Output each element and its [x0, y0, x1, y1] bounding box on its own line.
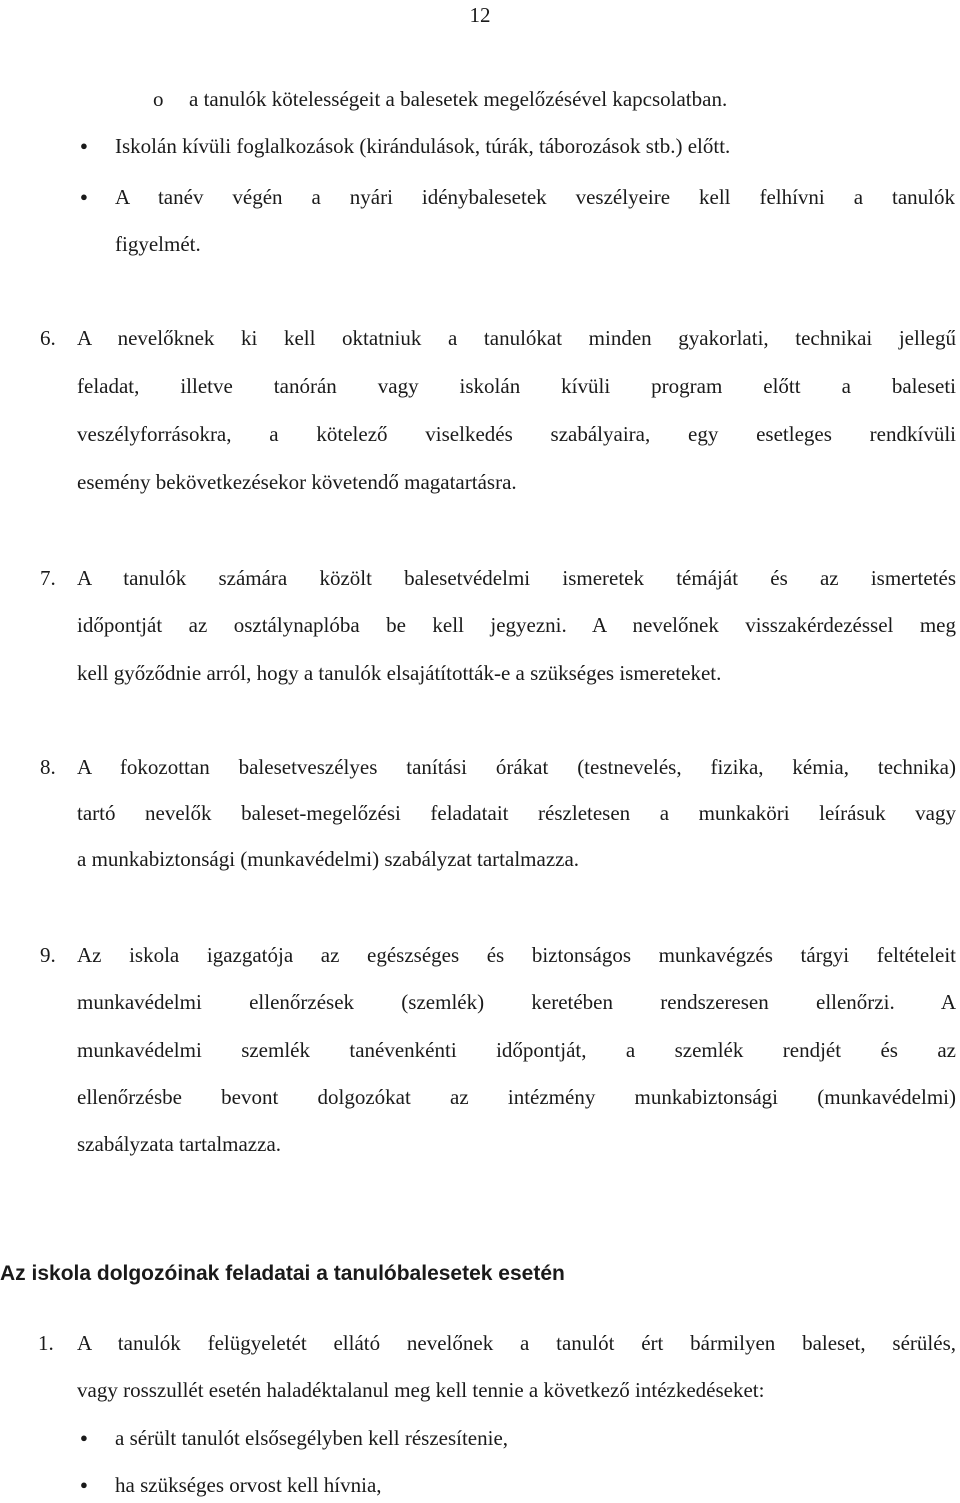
bullet-text: Iskolán kívüli foglalkozások (kirándulások, túrák, táborozások stb.) előtt. — [115, 134, 731, 158]
paragraph-line: esemény bekövetkezésekor követendő magatartásra. — [77, 470, 517, 494]
paragraph-line: veszélyforrásokra, a kötelező viselkedés szabályaira, egy esetleges rendkívüli — [77, 422, 956, 446]
paragraph-line: A tanulók számára közölt balesetvédelmi ismeretek témáját és az ismertetés — [77, 566, 956, 590]
sub-item-text: a tanulók kötelességeit a balesetek megelőzésével kapcsolatban. — [189, 87, 728, 111]
paragraph-line: kell győződnie arról, hogy a tanulók elsajátították-e a szükséges ismereteket. — [77, 661, 722, 685]
paragraph-line: szabályzata tartalmazza. — [77, 1132, 282, 1156]
bullet-text: A tanév végén a nyári idénybalesetek veszélyeire kell felhívni a tanulók — [115, 185, 955, 209]
paragraph-line: A fokozottan balesetveszélyes tanítási órákat (testnevelés, fizika, kémia, technika) — [77, 755, 956, 779]
paragraph-line: ellenőrzésbe bevont dolgozókat az intézmény munkabiztonsági (munkavédelmi) — [77, 1085, 956, 1109]
item-number: 8. — [40, 755, 56, 779]
bullet-icon: ● — [80, 138, 88, 153]
bullet-icon: ● — [80, 1477, 88, 1492]
page-number: 12 — [469, 3, 491, 27]
sub-item-marker: o — [153, 87, 164, 111]
bullet-text: a sérült tanulót elsősegélyben kell részesítenie, — [115, 1426, 509, 1450]
paragraph-line: Az iskola igazgatója az egészséges és biztonságos munkavégzés tárgyi feltételeit — [77, 943, 956, 967]
bullet-text: figyelmét. — [115, 232, 201, 256]
bullet-text: ha szükséges orvost kell hívnia, — [115, 1473, 382, 1497]
bullet-icon: ● — [80, 189, 88, 204]
bullet-icon: ● — [80, 1430, 88, 1445]
paragraph-line: munkavédelmi ellenőrzések (szemlék) keretében rendszeresen ellenőrzi. A — [77, 990, 956, 1014]
paragraph-line: A nevelőknek ki kell oktatniuk a tanulókat minden gyakorlati, technikai jellegű — [77, 326, 956, 350]
item-number: 1. — [38, 1331, 54, 1355]
section-heading: Az iskola dolgozóinak feladatai a tanulóbalesetek esetén — [0, 1262, 565, 1285]
paragraph-line: feladat, illetve tanórán vagy iskolán kívüli program előtt a baleseti — [77, 374, 956, 398]
item-number: 6. — [40, 326, 56, 350]
paragraph-line: tartó nevelők baleset-megelőzési feladatait részletesen a munkaköri leírásuk vagy — [77, 801, 956, 825]
paragraph-line: a munkabiztonsági (munkavédelmi) szabályzat tartalmazza. — [77, 847, 580, 871]
paragraph-line: A tanulók felügyeletét ellátó nevelőnek a tanulót ért bármilyen baleset, sérülés, — [77, 1331, 956, 1355]
item-number: 7. — [40, 566, 56, 590]
paragraph-line: időpontját az osztálynaplóba be kell jegyezni. A nevelőnek visszakérdezéssel meg — [77, 613, 956, 637]
paragraph-line: vagy rosszullét esetén haladéktalanul meg kell tennie a következő intézkedéseket: — [77, 1378, 765, 1402]
paragraph-line: munkavédelmi szemlék tanévenkénti időpontját, a szemlék rendjét és az — [77, 1038, 956, 1062]
item-number: 9. — [40, 943, 56, 967]
